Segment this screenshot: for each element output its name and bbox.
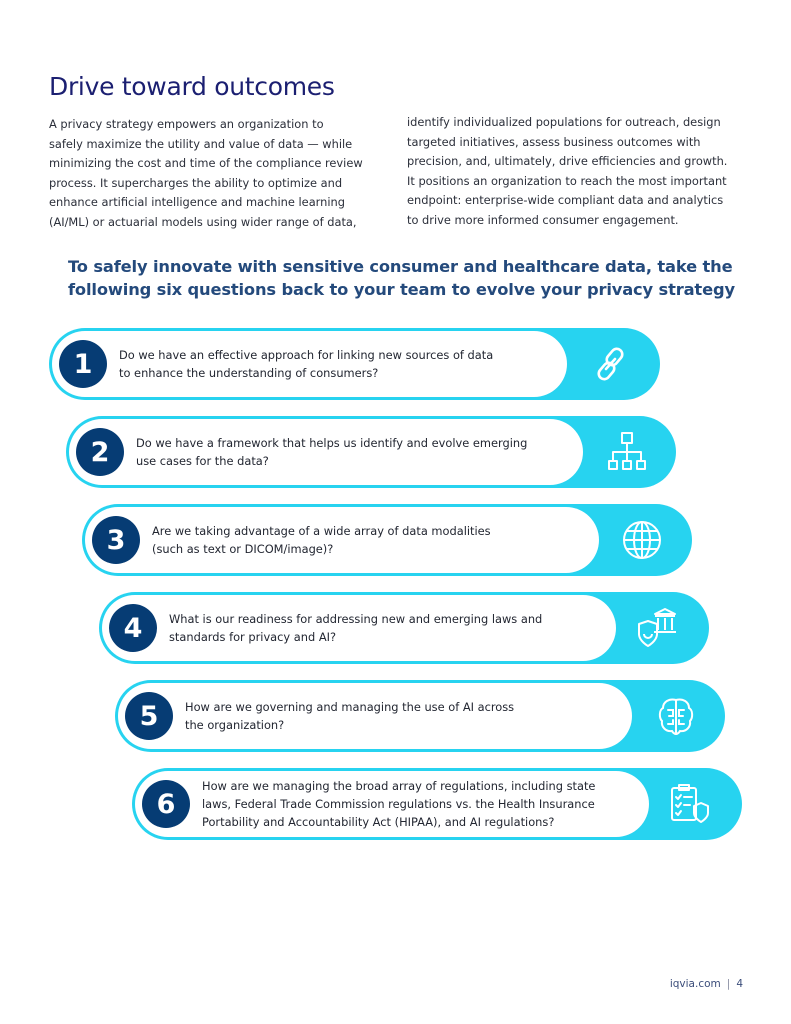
question-text <box>136 434 527 470</box>
question-number-badge: 6 <box>142 780 190 828</box>
callout-line: To safely innovate with sensitive consumer and healthcare data, take the <box>68 257 733 276</box>
question-line: Do we have a framework that helps us identify and evolve emerging <box>136 436 528 450</box>
intro-line: targeted initiatives, assess business outcomes with <box>407 134 701 149</box>
footer-site-link[interactable]: iqvia.com <box>669 978 721 990</box>
question-text <box>169 610 542 646</box>
question-row-4 <box>99 592 709 664</box>
question-number-badge: 1 <box>59 340 107 388</box>
page-footer <box>670 978 743 990</box>
page-number: 4 <box>736 978 743 990</box>
question-row-2 <box>66 416 676 488</box>
callout-heading <box>68 256 738 301</box>
question-number-badge: 4 <box>109 604 157 652</box>
hierarchy-icon <box>605 430 649 474</box>
ai-brain-icon <box>654 694 698 738</box>
question-text <box>119 346 493 382</box>
question-line: laws, Federal Trade Commission regulations vs. the Health Insurance <box>202 797 595 812</box>
chain-link-icon <box>589 342 633 386</box>
question-line: What is our readiness for addressing new and emerging laws and <box>169 612 543 626</box>
question-line: Do we have an effective approach for linking new sources of data <box>119 348 494 362</box>
intro-line: endpoint: enterprise-wide compliant data and analytics <box>407 193 724 208</box>
law-shield-icon <box>635 606 679 650</box>
question-line: Are we taking advantage of a wide array of data modalities <box>152 524 491 538</box>
question-number-badge: 5 <box>125 692 173 740</box>
intro-line: enhance artificial intelligence and machine learning <box>49 195 345 210</box>
question-row-6 <box>132 768 742 840</box>
question-number-badge: 2 <box>76 428 124 476</box>
intro-line: (AI/ML) or actuarial models using wider range of data, <box>49 214 357 229</box>
intro-column-left <box>49 115 374 233</box>
intro-line: to drive more informed consumer engagement. <box>407 212 679 227</box>
question-line: (such as text or DICOM/image)? <box>152 542 334 557</box>
intro-column-right <box>407 113 735 231</box>
intro-line: process. It supercharges the ability to optimize and <box>49 175 343 190</box>
question-number-badge: 3 <box>92 516 140 564</box>
question-row-1 <box>49 328 660 400</box>
footer-separator: | <box>726 978 731 990</box>
intro-line: A privacy strategy empowers an organization to <box>49 117 324 131</box>
question-line: How are we managing the broad array of regulations, including state <box>202 779 596 793</box>
question-line: to enhance the understanding of consumers? <box>119 366 379 381</box>
globe-grid-icon <box>620 518 664 562</box>
intro-line: precision, and, ultimately, drive efficiencies and growth. <box>407 154 728 169</box>
intro-line: identify individualized populations for outreach, design <box>407 115 721 129</box>
question-row-5 <box>115 680 725 752</box>
page-title: Drive toward outcomes <box>49 72 335 101</box>
callout-line: following six questions back to your team to evolve your privacy strategy <box>68 279 735 299</box>
intro-line: safely maximize the utility and value of data — while <box>49 136 353 151</box>
question-line: standards for privacy and AI? <box>169 630 337 645</box>
question-line: How are we governing and managing the use of AI across <box>185 700 515 714</box>
question-text <box>185 698 514 734</box>
question-line: Portability and Accountability Act (HIPAA), and AI regulations? <box>202 815 555 830</box>
checklist-shield-icon <box>668 782 712 826</box>
intro-line: It positions an organization to reach the most important <box>407 173 727 188</box>
question-text <box>202 777 595 832</box>
intro-line: minimizing the cost and time of the compliance review <box>49 156 363 171</box>
question-line: use cases for the data? <box>136 454 269 469</box>
question-line: the organization? <box>185 718 285 733</box>
question-row-3 <box>82 504 692 576</box>
question-text <box>152 522 491 558</box>
